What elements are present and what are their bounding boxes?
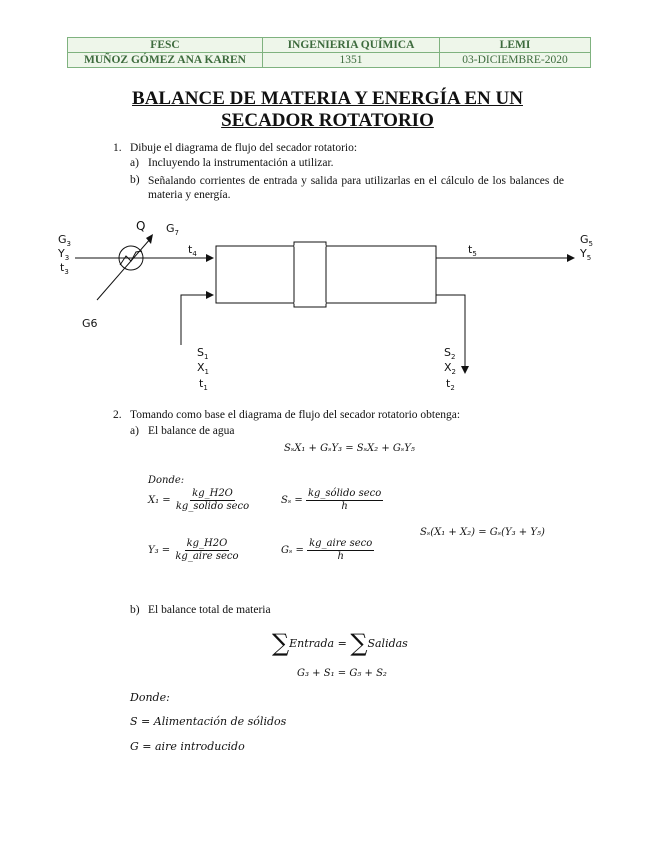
total-balance-summation: ∑Entrada = ∑Salidas [272,629,408,657]
total-balance-equation: G₃ + S₁ = G₅ + S₂ [297,668,387,679]
q2b-label: b) [130,604,140,616]
header-cell: INGENIERIA QUÍMICA [263,38,440,53]
q1-number: 1. [113,142,122,154]
water-balance-equation: SₛX₁ + GₛY₃ = SₛX₂ + GₛY₅ [284,443,415,454]
page-title-line1: BALANCE DE MATERIA Y ENERGÍA EN UN [132,88,523,109]
donde-label: Donde: [148,475,185,486]
label-g5: $G_5$ [580,233,593,249]
y3-definition: Y₃ = $\frac{kg\_H2O}{\text{kg\_aire seco}}$ [148,538,239,562]
donde-label-2: Donde: [130,691,170,704]
q1b-text: Señalando corrientes de entrada y salida para utilizarlas en el cálculo de los balances de materia y energía. [148,175,564,201]
label-t1: $t_1$ [199,377,208,393]
label-y3: $Y_3$ [58,247,70,263]
label-g3: $G_3$ [58,233,71,249]
label-t5: $t_5$ [468,243,477,259]
header-cell: 03-DICIEMBRE-2020 [440,53,591,68]
label-y5: $Y_5$ [580,247,592,263]
label-s2: $S_2$ [444,346,456,362]
q2a-label: a) [130,425,139,437]
label-t4: $t_4$ [188,243,197,259]
water-balance-factored: Sₛ(X₁ + X₂) = Gₛ(Y₃ + Y₅) [420,527,545,538]
q2a-text: El balance de agua [148,425,235,437]
label-x1: $X_1$ [197,361,210,377]
q1b-label: b) [130,174,140,186]
g6-line [97,238,151,300]
q1-text: Dibuje el diagrama de flujo del secador rotatorio: [130,142,358,154]
definition-s: S = Alimentación de sólidos [130,715,287,728]
header-cell: 1351 [263,53,440,68]
x1-definition: X₁ = $\frac{kg\_H2O}{\text{kg\_solido seco}}$ [148,488,250,512]
q1a-text: Incluyendo la instrumentación a utilizar. [148,157,334,169]
label-g6: G6 [82,317,98,330]
q2-number: 2. [113,409,122,421]
label-t3: $t_3$ [60,261,69,277]
q2-text: Tomando como base el diagrama de flujo del secador rotatorio obtenga: [130,409,461,421]
ss-definition: Sₛ = $\frac{\text{kg\_sólido seco}}{h}$ [281,488,382,512]
label-q: Q [136,219,146,233]
header-cell: FESC [68,38,263,53]
definition-g: G = aire introducido [130,740,245,753]
label-x2: $X_2$ [444,361,457,377]
gs-definition: Gₛ = $\frac{\text{kg\_aire seco}}{h}$ [281,538,373,562]
page-title-line2: SECADOR ROTATORIO [221,110,434,131]
header-cell: MUÑOZ GÓMEZ ANA KAREN [68,53,263,68]
label-s1: $S_1$ [197,346,209,362]
solids-inlet-line [181,295,213,345]
q1a-label: a) [130,157,139,169]
label-t2: $t_2$ [446,377,455,393]
dryer-ring [294,242,326,307]
label-g7: $G_7$ [166,222,179,238]
header-cell: LEMI [440,38,591,53]
q2b-text: El balance total de materia [148,604,271,616]
